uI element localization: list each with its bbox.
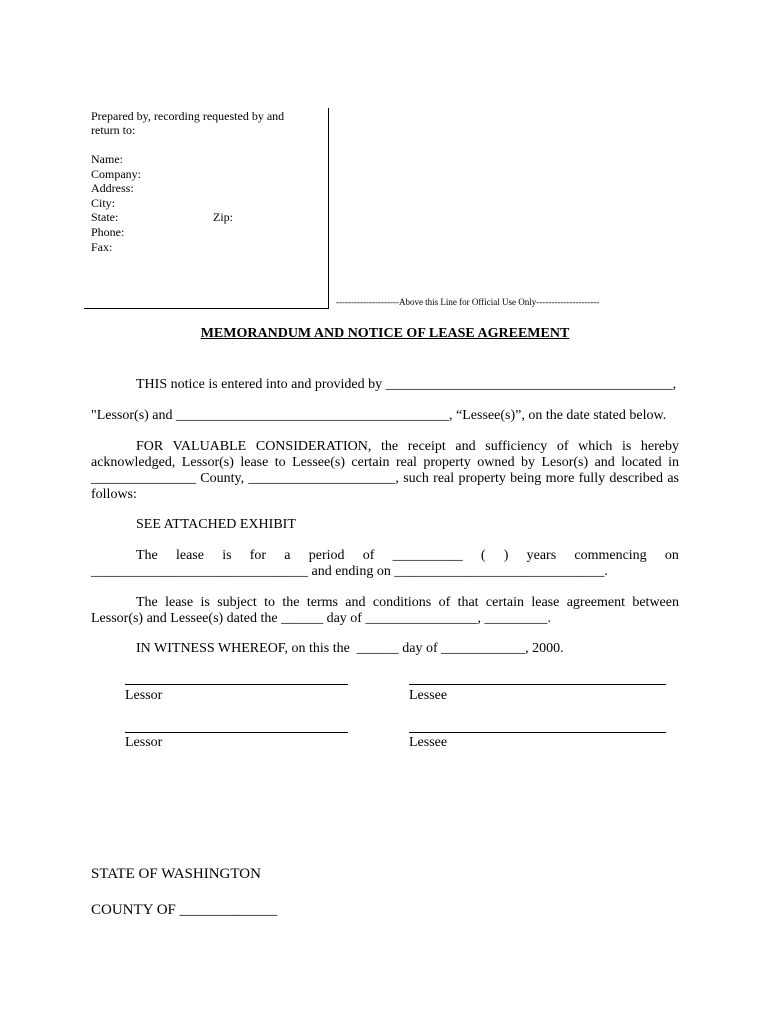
address-label: Address: [91, 181, 134, 195]
lease-word: on [664, 548, 679, 563]
lease-word: for [249, 548, 267, 563]
prepared-by-line2: return to: [91, 123, 136, 137]
lease-word: a [284, 548, 291, 563]
lease-word: of [362, 548, 375, 563]
state-label: State: [91, 210, 119, 224]
lease-word: period [308, 548, 345, 563]
lessor-signature-line [125, 732, 348, 733]
lease-terms-paragraph: The lease is subject to the terms and conditions of that certain lease agreement between Lessor(s) and Lessee(s) dated the ______ day of ________________, _________. [91, 595, 679, 626]
city-label: City: [91, 196, 116, 210]
lease-word: years [526, 548, 557, 563]
state-heading: STATE OF WASHINGTON [91, 866, 261, 882]
lessor-label: Lessor [125, 688, 163, 703]
lease-word: ( [480, 548, 486, 563]
witness-line: IN WITNESS WHEREOF, on this the ______ day of ____________, 2000. [136, 641, 564, 656]
lessee-label: Lessee [409, 688, 448, 703]
recording-box-horizontal-rule [84, 308, 329, 309]
lease-word: The [136, 548, 158, 563]
lease-word: is [222, 548, 232, 563]
attached-exhibit-note: SEE ATTACHED EXHIBIT [136, 517, 296, 532]
notice-paragraph-line2: "Lessor(s) and _______________________________________, “Lessee(s)”, on the date stated below. [91, 408, 667, 423]
consideration-paragraph: FOR VALUABLE CONSIDERATION, the receipt and sufficiency of which is hereby acknowledged, Lessor(s) lease to Lessee(s) certain real property owned by Lesor(s) and located in _______________ County, _____________________, such real property being more fully described as follows: [91, 439, 679, 502]
lease-word: __________ [392, 548, 463, 563]
company-label: Company: [91, 167, 141, 181]
lease-period-line1 [136, 548, 679, 564]
lessee-label: Lessee [409, 735, 448, 750]
lease-word: commencing [574, 548, 647, 563]
name-label: Name: [91, 152, 123, 166]
lessee-signature-line [409, 732, 666, 733]
zip-label: Zip: [213, 210, 233, 224]
lease-word: lease [175, 548, 204, 563]
document-title: MEMORANDUM AND NOTICE OF LEASE AGREEMENT [200, 326, 570, 341]
prepared-by-line1: Prepared by, recording requested by and [91, 109, 285, 123]
phone-label: Phone: [91, 225, 125, 239]
lessee-signature-line [409, 684, 666, 685]
lessor-label: Lessor [125, 735, 163, 750]
notice-paragraph-line1: THIS notice is entered into and provided by _________________________________________, [136, 377, 677, 392]
lessor-signature-line [125, 684, 348, 685]
lease-word: ) [503, 548, 509, 563]
fax-label: Fax: [91, 240, 113, 254]
county-heading: COUNTY OF _____________ [91, 902, 278, 918]
official-use-line: ---------------------Above this Line for Official Use Only--------------------- [336, 297, 600, 307]
lease-period-line2: _______________________________ and ending on ______________________________. [91, 564, 608, 579]
recording-box-vertical-rule [328, 108, 329, 308]
